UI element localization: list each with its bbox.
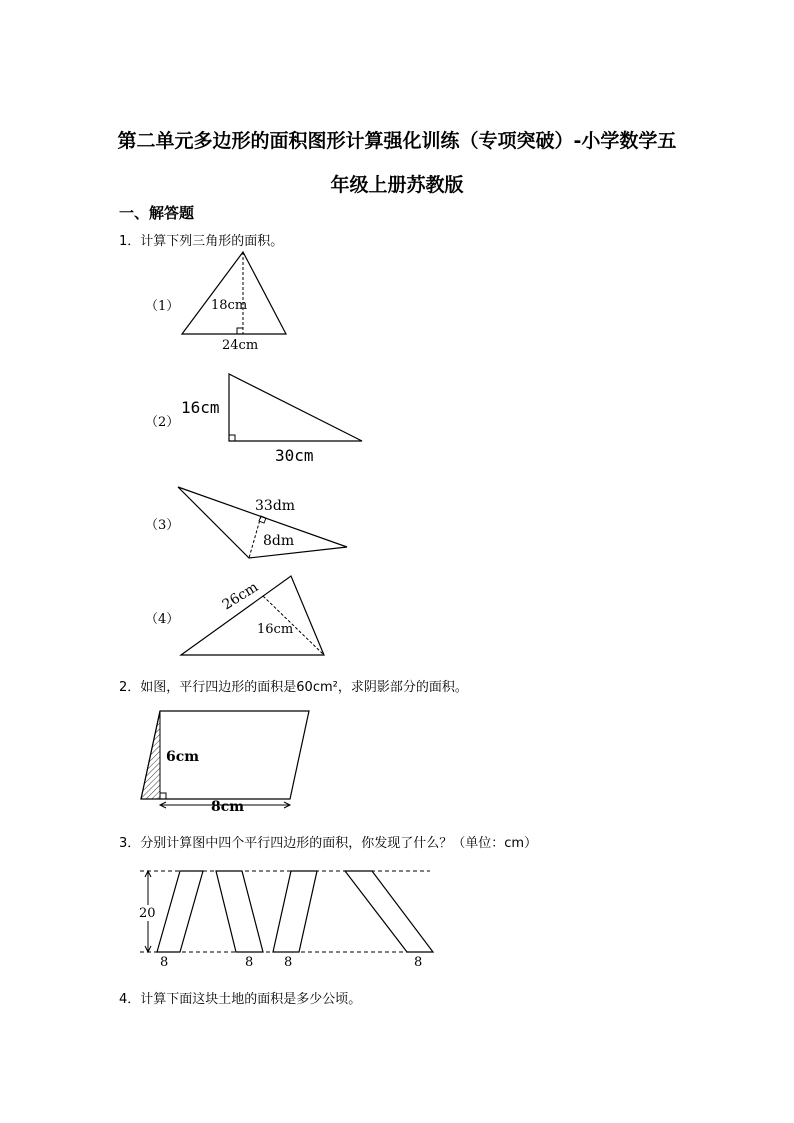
triangle-4-height-label: 16cm: [257, 622, 294, 637]
parallelogram-height-label: 6cm: [166, 749, 200, 765]
parallelogram-d: [345, 871, 433, 952]
triangle-3-height-label: 8dm: [263, 533, 295, 549]
triangle-2-outline: [229, 374, 362, 441]
triangle-3-height-line: [249, 516, 261, 558]
base-label-a: 8: [160, 955, 169, 970]
question-1-text: 1．计算下列三角形的面积。: [119, 234, 284, 249]
triangle-3-base-label: 33dm: [255, 498, 296, 514]
parallelogram-b: [216, 871, 263, 952]
triangle-1-base-label: 24cm: [222, 338, 259, 353]
parallelogram-a: [157, 871, 203, 952]
parallelogram-base-label: 8cm: [211, 799, 245, 815]
triangle-3-right-angle-mark: [259, 516, 266, 523]
triangle-4-figure: [181, 576, 324, 655]
base-label-b: 8: [245, 955, 254, 970]
triangle-4-base-label: 26cm: [219, 579, 262, 614]
four-parallelograms-figure: [136, 871, 433, 970]
triangle-2-height-label: 16cm: [181, 398, 220, 417]
parallelogram-figure: [141, 711, 309, 815]
section-heading: 一、解答题: [119, 204, 195, 222]
parallelogram-c: [273, 871, 317, 952]
question-4-text: 4．计算下面这块土地的面积是多少公顷。: [119, 992, 362, 1007]
page-title-line-1: 第二单元多边形的面积图形计算强化训练（专项突破）-小学数学五: [117, 130, 677, 152]
triangle-3-figure: [178, 487, 347, 558]
page-title-line-2: 年级上册苏教版: [330, 174, 464, 196]
triangle-1-right-angle-mark: [237, 328, 243, 334]
q1-part-1-marker: （1）: [145, 299, 180, 314]
height-label: 20: [139, 906, 156, 921]
triangle-1-outline: [182, 252, 286, 334]
q1-part-3-marker: （3）: [145, 518, 180, 533]
triangle-1-figure: [182, 252, 286, 353]
parallelogram-right-angle-mark: [160, 793, 166, 799]
q1-part-4-marker: （4）: [145, 612, 180, 627]
question-2-text: 2．如图，平行四边形的面积是60cm²，求阴影部分的面积。: [119, 680, 468, 695]
base-label-c: 8: [284, 955, 293, 970]
q1-part-2-marker: （2）: [145, 415, 180, 430]
triangle-1-height-label: 18cm: [211, 298, 248, 313]
triangle-2-base-label: 30cm: [275, 446, 314, 465]
base-label-d: 8: [414, 955, 423, 970]
triangle-2-figure: [181, 374, 362, 465]
question-3-text: 3．分别计算图中四个平行四边形的面积，你发现了什么？（单位：cm）: [119, 836, 538, 851]
triangle-2-right-angle-mark: [229, 435, 235, 441]
